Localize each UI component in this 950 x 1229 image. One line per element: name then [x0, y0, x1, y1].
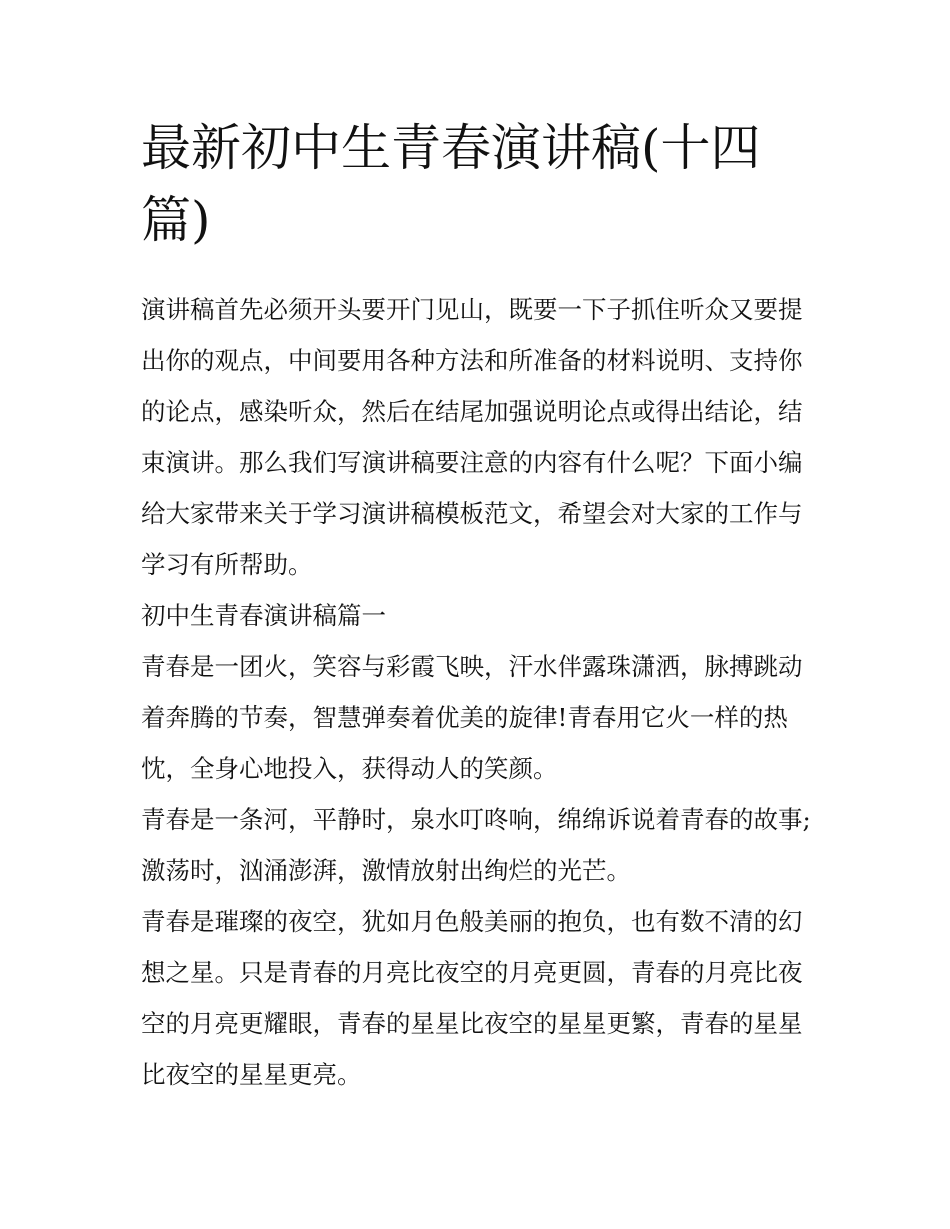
intro-paragraph: 演讲稿首先必须开头要开门见山，既要一下子抓住听众又要提出你的观点，中间要用各种方法和所准备的材料说明、支持你的论点，感染听众，然后在结尾加强说明论点或得出结论，结束演讲。那么我们写演讲稿要注意的内容有什么呢？下面小编给大家带来关于学习演讲稿模板范文，希望会对大家的工作与学习有所帮助。 [141, 295, 803, 579]
body-paragraph-1: 青春是一团火，笑容与彩霞飞映，汗水伴露珠潇洒，脉搏跳动着奔腾的节奏，智慧弹奏着优美的旋律!青春用它火一样的热忱，全身心地投入，获得动人的笑颜。 [141, 652, 803, 783]
document-title: 最新初中生青春演讲稿(十四篇) [141, 119, 761, 249]
body-paragraph-3: 青春是璀璨的夜空，犹如月色般美丽的抱负，也有数不清的幻想之星。只是青春的月亮比夜空的月亮更圆，青春的月亮比夜空的月亮更耀眼，青春的星星比夜空的星星更繁，青春的星星比夜空的星星更亮。 [141, 907, 803, 1089]
section-heading: 初中生青春演讲稿篇一 [141, 601, 386, 630]
body-paragraph-2: 青春是一条河，平静时，泉水叮咚响，绵绵诉说着青春的故事;激荡时，汹涌澎湃，激情放射出绚烂的光芒。 [141, 805, 811, 885]
document-body [141, 112, 816, 1100]
